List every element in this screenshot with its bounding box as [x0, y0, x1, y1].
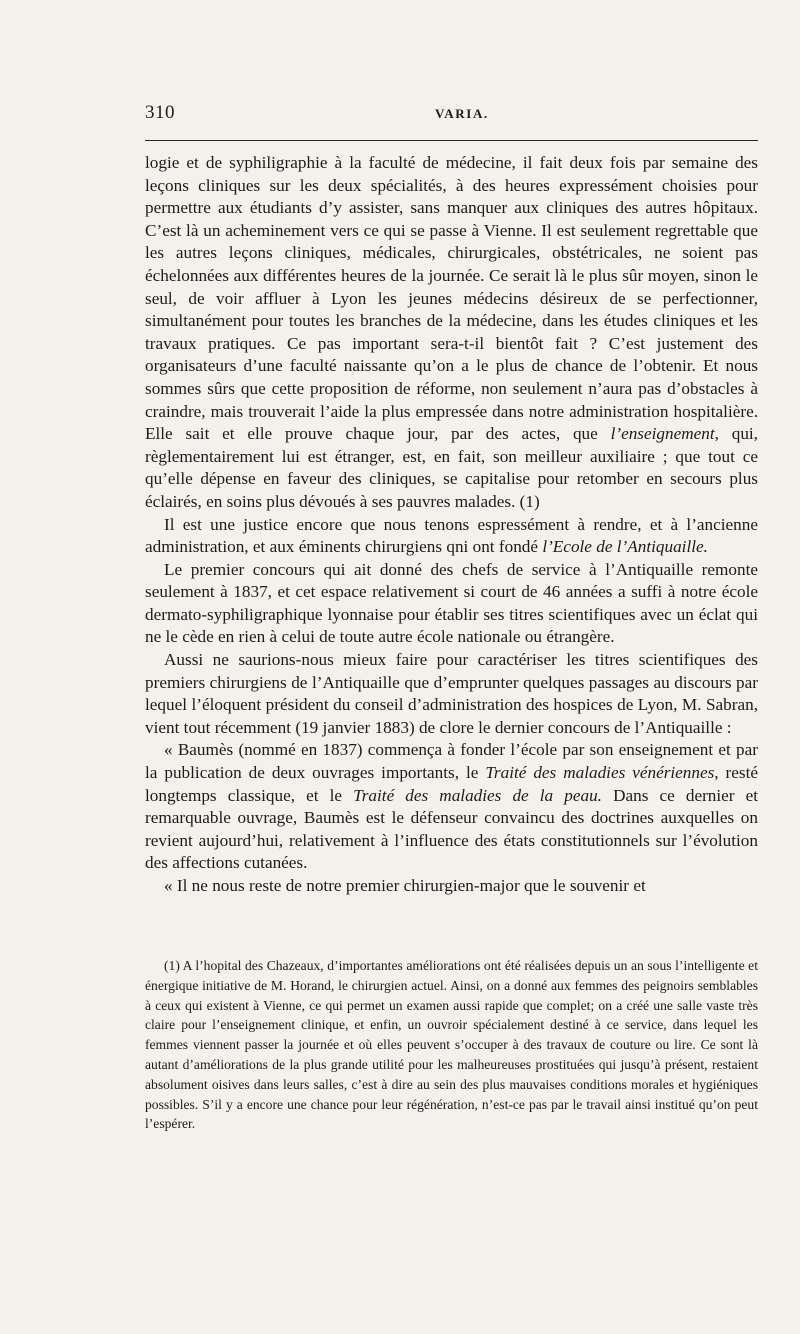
paragraph-quote — [145, 739, 758, 875]
paragraph-text: « Baumès (nommé en 1837) commença à fonder l’école par son enseignement et par la publication de deux ouvrages importants, le — [145, 740, 758, 783]
paragraph — [145, 649, 758, 739]
footnote-paragraph — [145, 956, 758, 1134]
footnote-text: (1) A l’hopital des Chazeaux, d’importantes améliorations ont été réalisées depuis un an sous l’intelligente et énergique initiative de M. Horand, le chirurgien actuel. Ainsi, on a donné aux femmes des peignoirs semblables à ceux qui existent à Vienne, ce qui permet un examen aussi rapide que complet; on a créé une salle vaste très claire pour l’enseignement clinique, et enfin, un ouvroir spécialement destiné à ce service, dans lequel les femmes viennent passer la journée et où elles peuvent s’occuper à des travaux de couture ou lire. Ce sont là autant d’améliorations de la plus grande utilité pour les malheureuses prostituées qui jusqu’à présent, restaient absolument oisives dans leurs salles, c’est à dire au sein des plus mauvaises conditions morales et hygiéniques possibles. S’il y a encore une chance pour leur régénération, n’est-ce pas par le travail ainsi institué qu’on peut l’espérer. — [145, 958, 758, 1132]
paragraph-text: , resté longtemps classique, et le — [145, 763, 758, 805]
paragraph-text: « Il ne nous reste de notre premier chirurgien-major que le souvenir et — [164, 876, 646, 895]
footnote — [145, 956, 758, 1134]
emphasis-text: Traité des maladies de la peau. — [353, 785, 602, 805]
emphasis-text: Traité des maladies vénériennes — [485, 763, 715, 783]
emphasis-text: l’Ecole de l’Antiquaille. — [542, 537, 708, 557]
main-text — [145, 152, 758, 898]
paragraph-quote — [145, 875, 758, 898]
page-header — [145, 102, 758, 130]
emphasis-text: l’enseignement — [610, 424, 715, 444]
paragraph-text: Aussi ne saurions-nous mieux faire pour caractériser les titres scientifiques des premiers chirurgiens de l’Antiquaille que d’emprunter quelques passages au discours par lequel l’éloquent président du conseil d’administration des hospices de Lyon, M. Sabran, vient tout récemment (19 janvier 1883) de clore le dernier concours de l’Antiquaille : — [145, 650, 758, 737]
paragraph-text: Il est une justice encore que nous tenons espressément à rendre, et à l’ancienne administration, et aux éminents chirurgiens qni ont fondé — [145, 514, 758, 557]
paragraph — [145, 559, 758, 649]
paragraph-text: logie et de syphiligraphie à la faculté de médecine, il fait deux fois par semaine des leçons cliniques sur les deux spécialités, à des heures expressément choisies pour permettre aux étudiants d’y assister, sans manquer aux cliniques des autres hôpitaux. C’est là un acheminement vers ce qui se passe à Vienne. Il est seulement regrettable que les autres leçons cliniques, médicales, chirurgicales, obstétricales, ne soient pas échelonnées aux différentes heures de la journée. Ce serait là le plus sûr moyen, sinon le seul, de voir affluer à Lyon les jeunes médecins désireux de se perfectionner, simultanément pour toutes les branches de la médecine, dans les études cliniques et les travaux pratiques. Ce pas important sera-t-il bientôt fait ? C’est justement des organisateurs d’une faculté naissante qu’on a le plus de chance de l’obtenir. Et nous sommes sûrs que cette proposition de réforme, non seulement n’aura pas d’obstacles à craindre, mais trouverait l’aide la plus empressée dans notre administration hospitalière. Elle sait et elle prouve chaque jour, par des actes, que — [145, 153, 758, 444]
paragraph — [145, 514, 758, 559]
paragraph-text: Dans ce dernier et remarquable ouvrage, Baumès est le défenseur convaincu des doctrines auxquelles on revient aujourd’hui, relativement à l’influence des états constitutionnels sur l’évolution des affections cutanées. — [145, 785, 759, 873]
paragraph-continued — [145, 152, 758, 514]
running-head: VARIA. — [435, 106, 489, 121]
page-number: 310 — [145, 102, 175, 123]
paragraph-text: Le premier concours qui ait donné des chefs de service à l’Antiquaille remonte seulement à 1837, et cet espace relativement si court de 46 années a suffi à notre école dermato-syphiligraphique lyonnaise pour établir ses titres scientifiques avec un éclat qui ne le cède en rien à celui de toute autre école nationale ou étrangère. — [145, 559, 758, 647]
paragraph-text: , qui, règlementairement lui est étranger, est, en fait, son meilleur auxiliaire ; que tout ce qu’elle dépense en faveur des cliniques, se capitalise pour retomber en secours plus éclairés, en soins plus dévoués à ses pauvres malades. (1) — [145, 424, 758, 511]
header-rule — [145, 140, 758, 141]
